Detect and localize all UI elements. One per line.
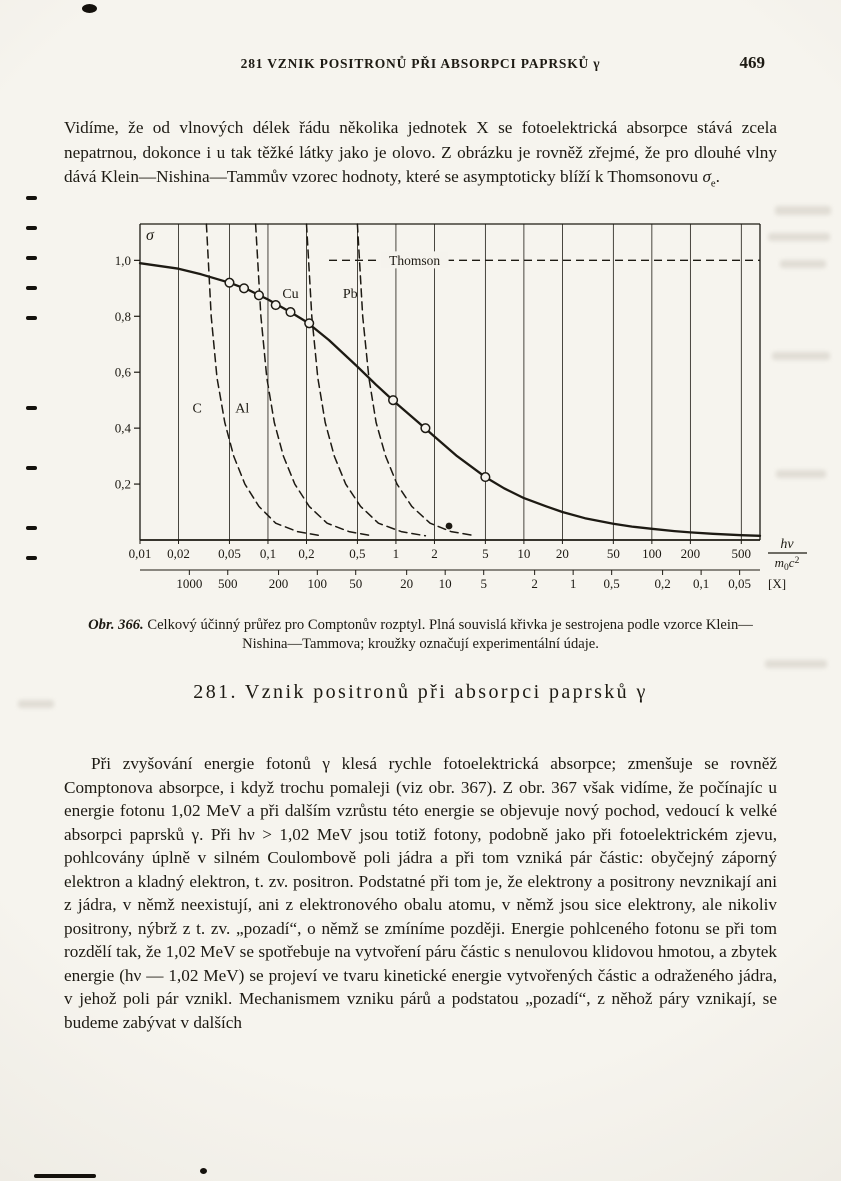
scan-artifact xyxy=(34,1174,96,1178)
scan-artifact xyxy=(26,226,37,230)
svg-text:0,5: 0,5 xyxy=(349,546,366,561)
svg-text:500: 500 xyxy=(731,546,752,561)
plot-frame xyxy=(140,224,760,540)
svg-text:0,8: 0,8 xyxy=(114,308,131,324)
sigma-e-symbol: $\sigma_e$ xyxy=(702,167,716,190)
paragraph-intro xyxy=(64,116,777,190)
svg-text:0,2: 0,2 xyxy=(654,576,671,591)
curve-Pb xyxy=(343,224,476,536)
scan-artifact xyxy=(26,526,37,530)
scan-artifact xyxy=(200,1168,207,1174)
running-head-title: 281 VZNIK POSITRONŮ PŘI ABSORPCI PAPRSKŮ γ xyxy=(240,56,601,71)
wavelength-axis xyxy=(140,570,786,591)
svg-text:50: 50 xyxy=(606,546,620,561)
figure-366 xyxy=(0,212,841,594)
svg-text:0,2: 0,2 xyxy=(298,546,315,561)
page-number: 469 xyxy=(739,53,765,72)
svg-text:50: 50 xyxy=(349,576,363,591)
compton-cross-section-chart xyxy=(100,212,810,592)
x-gridlines xyxy=(140,224,741,540)
svg-text:[X]: [X] xyxy=(768,576,787,591)
svg-text:200: 200 xyxy=(268,576,289,591)
svg-text:1000: 1000 xyxy=(176,576,203,591)
svg-text:0,4: 0,4 xyxy=(114,420,131,436)
scan-artifact xyxy=(26,556,37,560)
bleed-through-smudge xyxy=(780,260,826,268)
svg-text:200: 200 xyxy=(680,546,701,561)
svg-text:hν: hν xyxy=(780,537,794,552)
svg-text:1,0: 1,0 xyxy=(114,252,131,268)
x-axis-labels xyxy=(129,540,751,561)
svg-text:C: C xyxy=(192,401,202,417)
x-axis-unit-label xyxy=(768,537,807,573)
svg-text:Pb: Pb xyxy=(342,286,358,302)
svg-text:500: 500 xyxy=(218,576,238,591)
scan-artifact xyxy=(26,256,37,260)
svg-text:10: 10 xyxy=(438,576,452,591)
svg-text:Thomson: Thomson xyxy=(389,252,441,268)
bleed-through-smudge xyxy=(772,352,830,360)
bleed-through-smudge xyxy=(765,660,827,668)
svg-text:Cu: Cu xyxy=(282,286,299,302)
section-heading: 281. Vznik positronů při absorpci paprsků γ xyxy=(193,681,648,703)
scan-artifact xyxy=(26,466,37,470)
svg-text:m0c2: $m_0c^2$ xyxy=(774,555,800,573)
scan-artifact xyxy=(26,196,37,200)
scan-artifact xyxy=(82,4,97,13)
figure-caption xyxy=(70,616,771,655)
svg-text:1: 1 xyxy=(569,576,577,591)
svg-text:0,1: 0,1 xyxy=(692,576,710,591)
svg-text:1: 1 xyxy=(392,546,400,561)
curve-Cu xyxy=(282,224,425,536)
svg-text:Al: Al xyxy=(235,401,250,417)
figure-caption-text: Celkový účinný průřez pro Comptonův rozptyl. Plná souvislá křivka je sestrojena podle vzorce Klein—Nishina—Tammova; kroužky označují experimentální údaje. xyxy=(147,616,753,653)
svg-text:10: 10 xyxy=(517,546,531,561)
svg-text:2: 2 xyxy=(531,576,538,591)
svg-text:20: 20 xyxy=(555,546,569,561)
svg-text:σ: σ xyxy=(146,227,154,244)
svg-text:100: 100 xyxy=(307,576,328,591)
bleed-through-smudge xyxy=(768,233,830,241)
svg-text:5: 5 xyxy=(482,546,489,561)
svg-text:0,05: 0,05 xyxy=(218,546,241,561)
svg-text:0,1: 0,1 xyxy=(259,546,277,561)
svg-text:0,05: 0,05 xyxy=(728,576,752,591)
curve-Klein-Nishina-Tamm xyxy=(140,263,760,536)
scan-artifact xyxy=(26,286,37,290)
svg-text:0,2: 0,2 xyxy=(114,476,131,492)
bleed-through-smudge xyxy=(776,470,826,478)
svg-text:0,6: 0,6 xyxy=(114,364,131,380)
svg-text:5: 5 xyxy=(480,576,487,591)
paragraph-intro-tail: . xyxy=(715,167,720,187)
svg-text:0,01: 0,01 xyxy=(128,546,152,561)
scan-artifact xyxy=(26,406,37,410)
svg-text:2: 2 xyxy=(431,546,438,561)
paragraph-intro-text: Vidíme, že od vlnových délek řádu několika jednotek X se fotoelektrická absorpce stává zcela nepatrnou, dokonce i u tak těžké látky jako je olovo. Z obrázku je rovněž zřejmé, že pro dlouhé vlny dává Klein—Nishina—Tammův vzorec hodnoty, které se asymptoticky blíží k Thomsonovu xyxy=(64,118,777,187)
running-head xyxy=(64,53,777,78)
svg-text:0,5: 0,5 xyxy=(603,576,620,591)
y-axis xyxy=(115,227,155,492)
bleed-through-smudge xyxy=(18,700,54,708)
curve-Al xyxy=(235,224,372,536)
svg-text:0,02: 0,02 xyxy=(167,546,190,561)
bleed-through-smudge xyxy=(775,206,831,215)
curve-C xyxy=(193,224,322,536)
thomson-line xyxy=(329,251,760,268)
svg-text:100: 100 xyxy=(642,546,662,561)
paragraph-main: Při zvyšování energie fotonů γ klesá rychle fotoelektrická absorpce; zmenšuje se rovněž Comptonova absorpce, i když trochu pomaleji (viz obr. 367). Z obr. 367 však vidíme, že počínajíc u energie fotonu 1,02 MeV a při dalším vzrůstu této energie se objevuje nový pochod, vedoucí k velké absorpci paprsků γ. Při hν > 1,02 MeV jsou totiž fotony, podobně jako při fotoelektrickém zjevu, pohlcovány úplně v silném Coulombově poli jádra a při tom vzniká pár částic: obyčejný záporný elektron a kladný elektron, t. zv. positron. Podstatné při tom je, že elektrony a positrony nevznikají ani z jádra, v němž neexistují, ani z elektronového obalu atomu, v němž jsou sice elektrony, ale nikoliv positrony, nýbrž z t. zv. „pozadí“, o němž se zmíníme později. Energie pohlceného fotonu se při tom rozdělí tak, že 1,02 MeV se spotřebuje na vytvoření páru částic s nenulovou klidovou hmotou, a zbytek energie (hν — 1,02 MeV) se projeví ve tvaru kinetické energie vytvořených částic a odraženého jádra, v jehož poli pár vznikl. Mechanismem vzniku párů a podstatou „pozadí“, z něhož páry vznikají, se budeme zabývat v dalších xyxy=(64,754,777,1032)
scan-artifact xyxy=(26,316,37,320)
svg-text:20: 20 xyxy=(400,576,414,591)
figure-caption-label: Obr. 366. xyxy=(88,616,144,633)
